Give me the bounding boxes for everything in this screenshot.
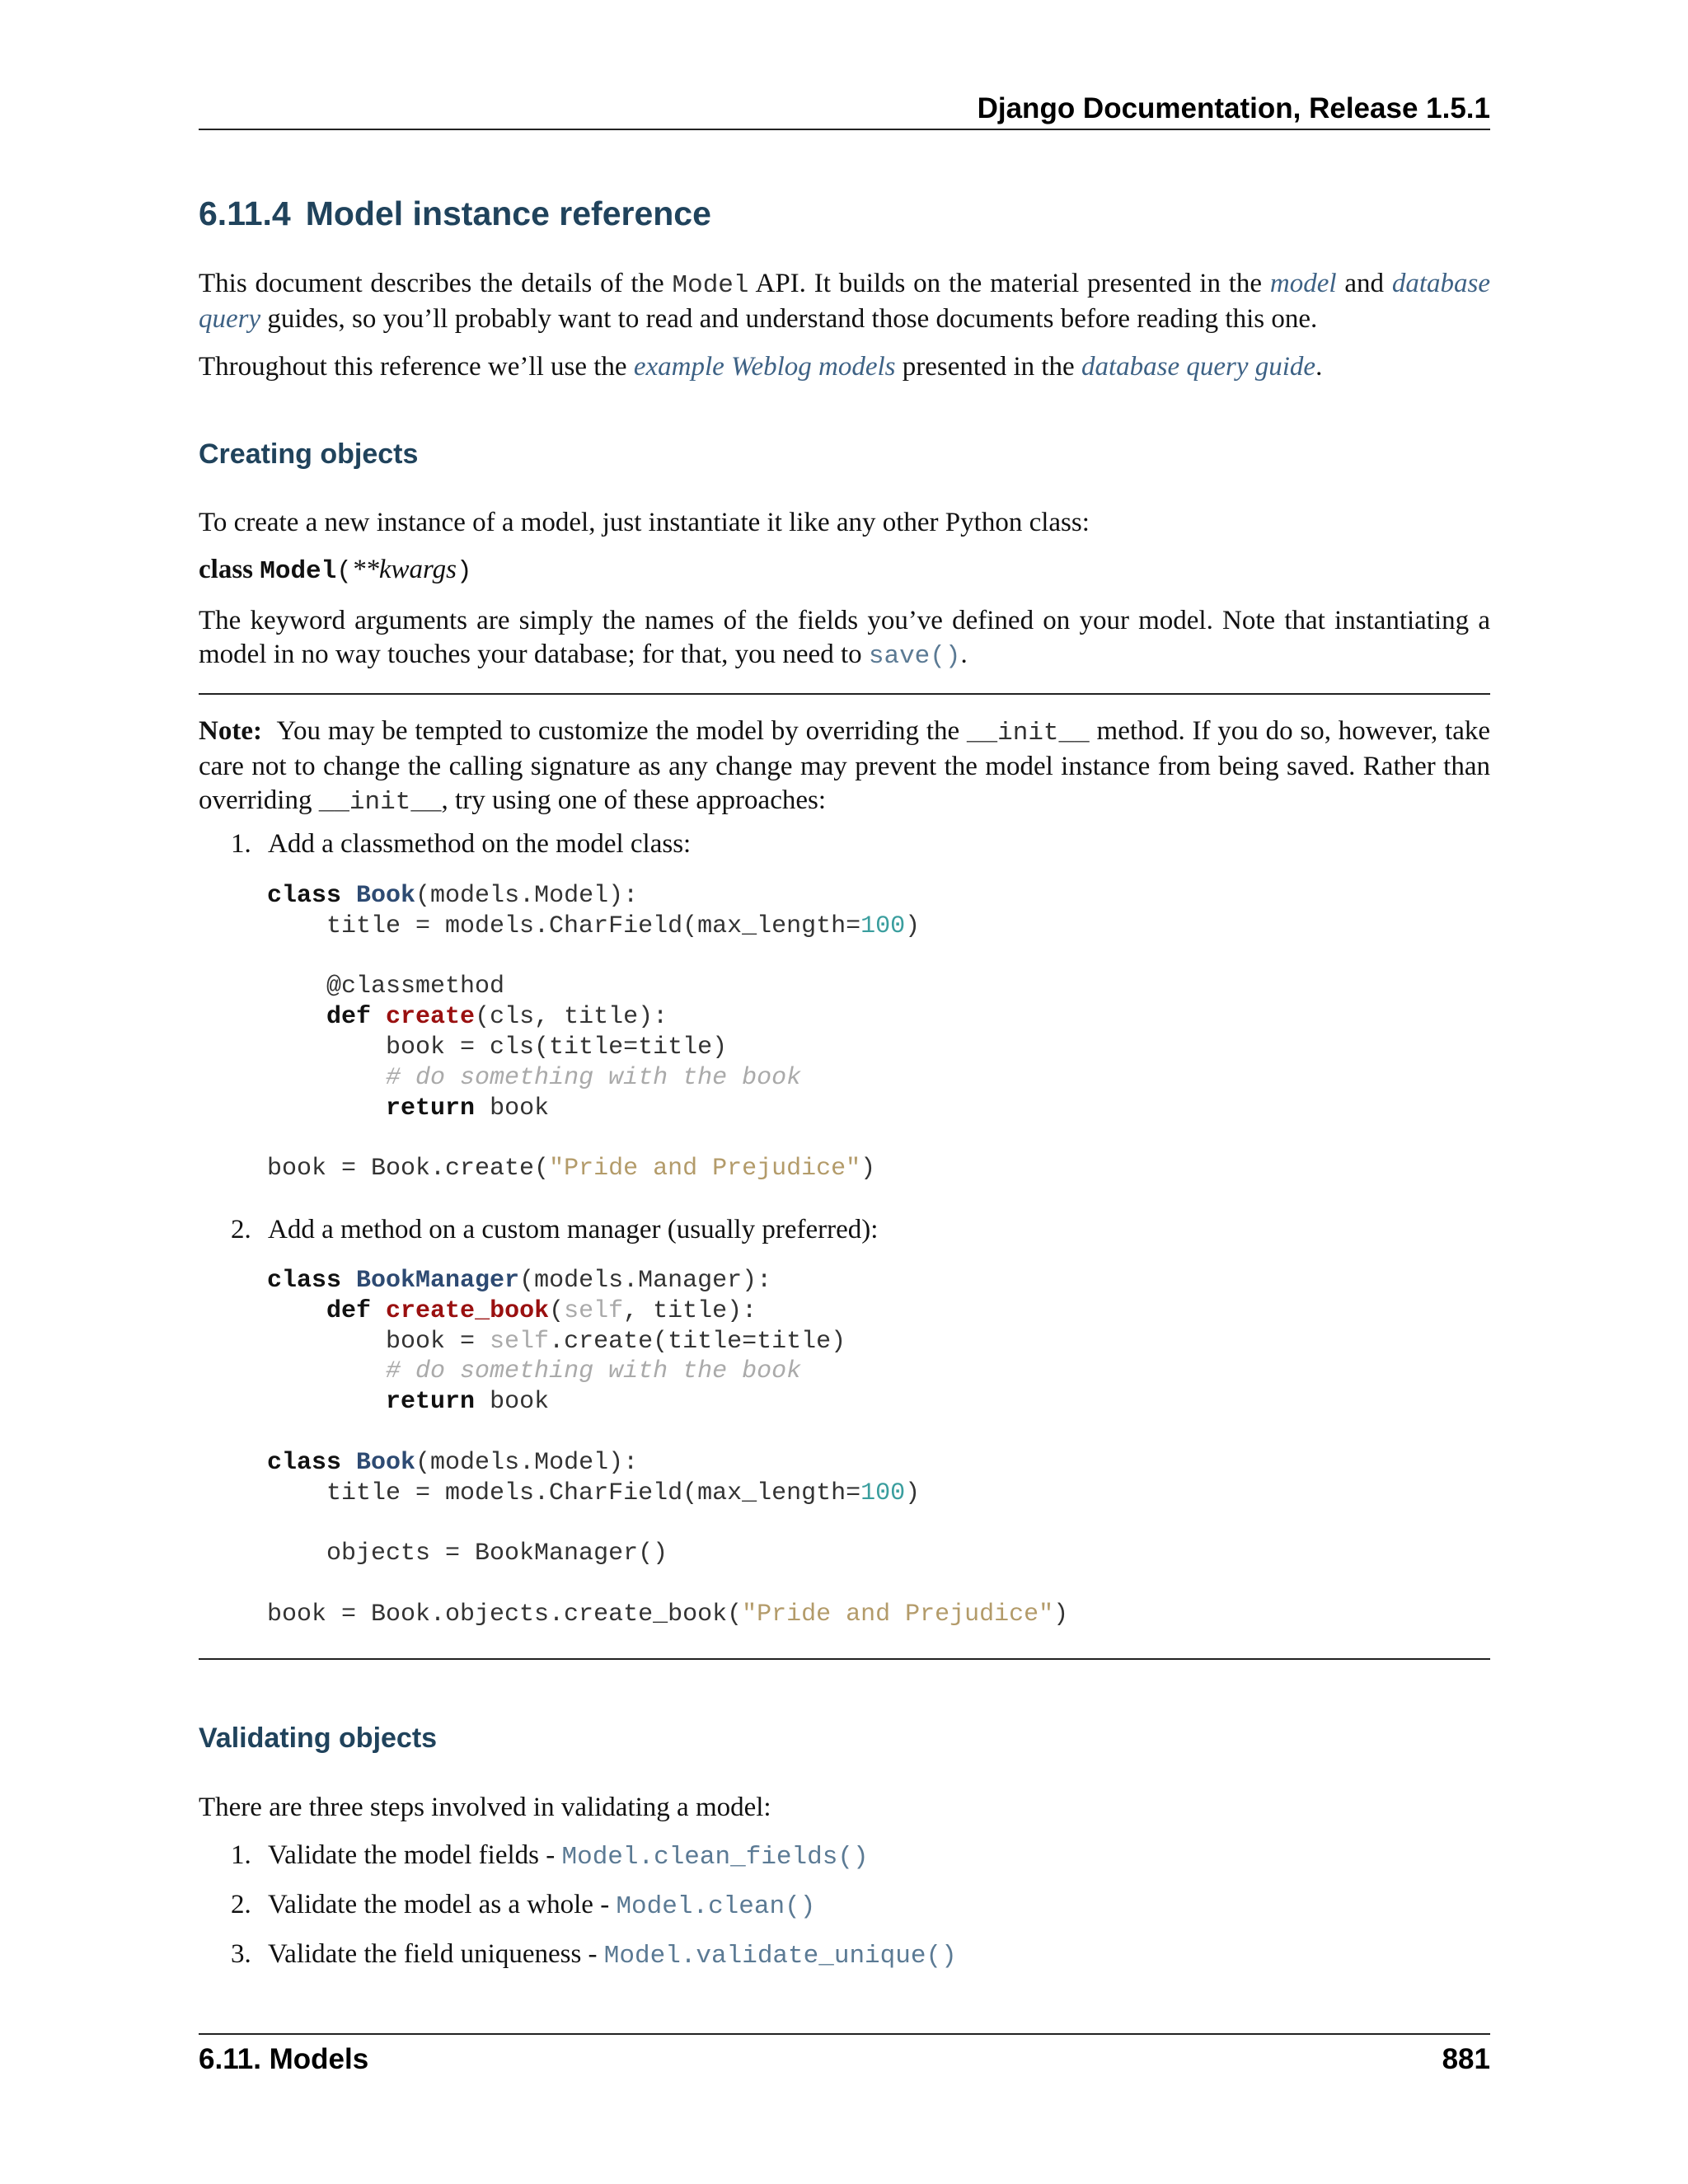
- note-top-rule: [199, 693, 1490, 695]
- list-item: [231, 1939, 957, 1971]
- code-keyword: class: [267, 1267, 342, 1295]
- sig-class-name: Model: [260, 557, 337, 586]
- inline-code-model: Model: [672, 271, 749, 300]
- section-number: 6.11.4: [199, 194, 291, 232]
- code-text: ): [1053, 1600, 1069, 1629]
- list-item: [231, 1840, 869, 1872]
- footer-section: 6.11. Models: [199, 2043, 369, 2075]
- code-text: (models.Model):: [415, 1448, 639, 1477]
- link-save[interactable]: save(): [868, 642, 961, 671]
- note-label: Note:: [199, 716, 262, 746]
- code-text: book = Book.create(: [267, 1155, 550, 1183]
- code-class-name: Book: [356, 1448, 416, 1477]
- text: API. It builds on the material presented in the: [748, 269, 1270, 298]
- code-text: book = cls(title=title): [267, 1033, 728, 1062]
- code-number: 100: [860, 1479, 906, 1507]
- code-text: (models.Model):: [415, 882, 639, 910]
- list-text: Add a method on a custom manager (usually preferred):: [268, 1215, 879, 1244]
- running-header: Django Documentation, Release 1.5.1: [977, 92, 1490, 124]
- code-class-name: Book: [356, 882, 416, 910]
- code-text: ): [905, 912, 921, 940]
- text: , try using one of these approaches:: [441, 785, 826, 815]
- code-text: .create(title=title): [549, 1327, 846, 1356]
- text: method. If you do so, however, take care not to change the calling signature as any change may prevent the model instance from being saved. Rather than overriding: [199, 716, 1491, 815]
- code-class-name: BookManager: [356, 1267, 520, 1295]
- intro-paragraph-2: [199, 350, 1490, 384]
- code-text: title = models.CharField(max_length=: [267, 912, 861, 940]
- code-text: , title):: [623, 1296, 757, 1325]
- code-function-name: create: [386, 1003, 476, 1032]
- creating-paragraph-2: [199, 604, 1490, 673]
- list-text: Add a classmethod on the model class:: [268, 829, 692, 859]
- text: You may be tempted to customize the model by overriding the: [276, 716, 967, 746]
- code-text: book =: [267, 1327, 490, 1356]
- list-item: [231, 1890, 815, 1921]
- code-keyword: return: [386, 1388, 476, 1417]
- list-number: 2.: [231, 1215, 251, 1244]
- text: Throughout this reference we’ll use the: [199, 352, 634, 382]
- code-keyword: def: [326, 1296, 372, 1325]
- text: presented in the: [895, 352, 1081, 382]
- code-text: ): [860, 1155, 876, 1183]
- heading-validating-objects: Validating objects: [199, 1722, 438, 1754]
- list-text: Validate the field uniqueness -: [268, 1939, 604, 1969]
- footer-rule: [199, 2033, 1490, 2035]
- code-keyword: return: [386, 1094, 476, 1122]
- list-number: 2.: [231, 1890, 251, 1919]
- note-bottom-rule: [199, 1658, 1490, 1660]
- list-text: Validate the model as a whole -: [268, 1890, 617, 1919]
- list-number: 1.: [231, 829, 251, 859]
- sig-kwargs: **kwargs: [351, 555, 457, 584]
- code-text: book: [475, 1388, 550, 1417]
- list-item: [231, 1215, 878, 1245]
- class-signature: [199, 555, 472, 586]
- sig-class-keyword: class: [199, 555, 253, 584]
- link-database-query[interactable]: database query: [199, 269, 1490, 334]
- intro-paragraph: [199, 267, 1490, 336]
- code-text: (models.Manager):: [519, 1267, 772, 1295]
- heading-creating-objects: Creating objects: [199, 438, 419, 470]
- link-clean-fields[interactable]: Model.clean_fields(): [561, 1843, 869, 1872]
- inline-code-init: __init__: [966, 719, 1090, 748]
- text: The keyword arguments are simply the names of the fields you’ve defined on your model. Note that instantiating a model in no way touches your database; for that, you need to: [199, 606, 1490, 669]
- code-comment: # do something with the book: [386, 1063, 802, 1092]
- code-block-classmethod: [267, 881, 920, 1184]
- header-rule: [199, 129, 1490, 130]
- inline-code-init: __init__: [318, 788, 442, 817]
- code-string: "Pride and Prejudice": [549, 1155, 861, 1183]
- code-number: 100: [860, 912, 906, 940]
- link-example-weblog-models[interactable]: example Weblog models: [633, 352, 896, 382]
- code-keyword: class: [267, 1448, 342, 1477]
- section-title-text: Model instance reference: [305, 194, 711, 232]
- code-keyword: def: [326, 1003, 372, 1032]
- code-text: (cls, title):: [475, 1003, 668, 1032]
- list-number: 3.: [231, 1939, 251, 1969]
- code-comment: # do something with the book: [386, 1357, 802, 1386]
- code-decorator: @classmethod: [267, 972, 505, 1001]
- link-model[interactable]: model: [1269, 269, 1337, 298]
- text: .: [960, 640, 968, 669]
- text: and: [1336, 269, 1392, 298]
- sig-paren: ): [457, 557, 472, 586]
- code-text: objects = BookManager(): [267, 1540, 668, 1568]
- page-number: 881: [1442, 2043, 1490, 2075]
- text: This document describes the details of the: [199, 269, 673, 298]
- code-text: book: [475, 1094, 550, 1122]
- code-block-manager: [267, 1266, 1068, 1630]
- code-self: self: [490, 1327, 550, 1356]
- link-validate-unique[interactable]: Model.validate_unique(): [603, 1942, 957, 1971]
- note-paragraph: [199, 715, 1490, 819]
- text: guides, so you’ll probably want to read and understand those documents before reading this one.: [260, 304, 1318, 334]
- validating-paragraph: There are three steps involved in validating a model:: [199, 1793, 771, 1822]
- text: .: [1315, 352, 1323, 382]
- code-function-name: create_book: [386, 1296, 550, 1325]
- list-item: [231, 829, 691, 860]
- section-title: [199, 194, 711, 233]
- link-database-query-guide[interactable]: database query guide: [1081, 352, 1316, 382]
- code-text: book = Book.objects.create_book(: [267, 1600, 743, 1629]
- sig-paren: (: [336, 557, 352, 586]
- creating-paragraph: To create a new instance of a model, just instantiate it like any other Python class:: [199, 508, 1090, 537]
- list-text: Validate the model fields -: [268, 1840, 562, 1870]
- code-keyword: class: [267, 882, 342, 910]
- link-clean[interactable]: Model.clean(): [616, 1892, 816, 1921]
- code-text: title = models.CharField(max_length=: [267, 1479, 861, 1507]
- code-self: self: [564, 1296, 624, 1325]
- code-text: ): [905, 1479, 921, 1507]
- list-number: 1.: [231, 1840, 251, 1870]
- code-text: (: [549, 1296, 565, 1325]
- code-string: "Pride and Prejudice": [742, 1600, 1054, 1629]
